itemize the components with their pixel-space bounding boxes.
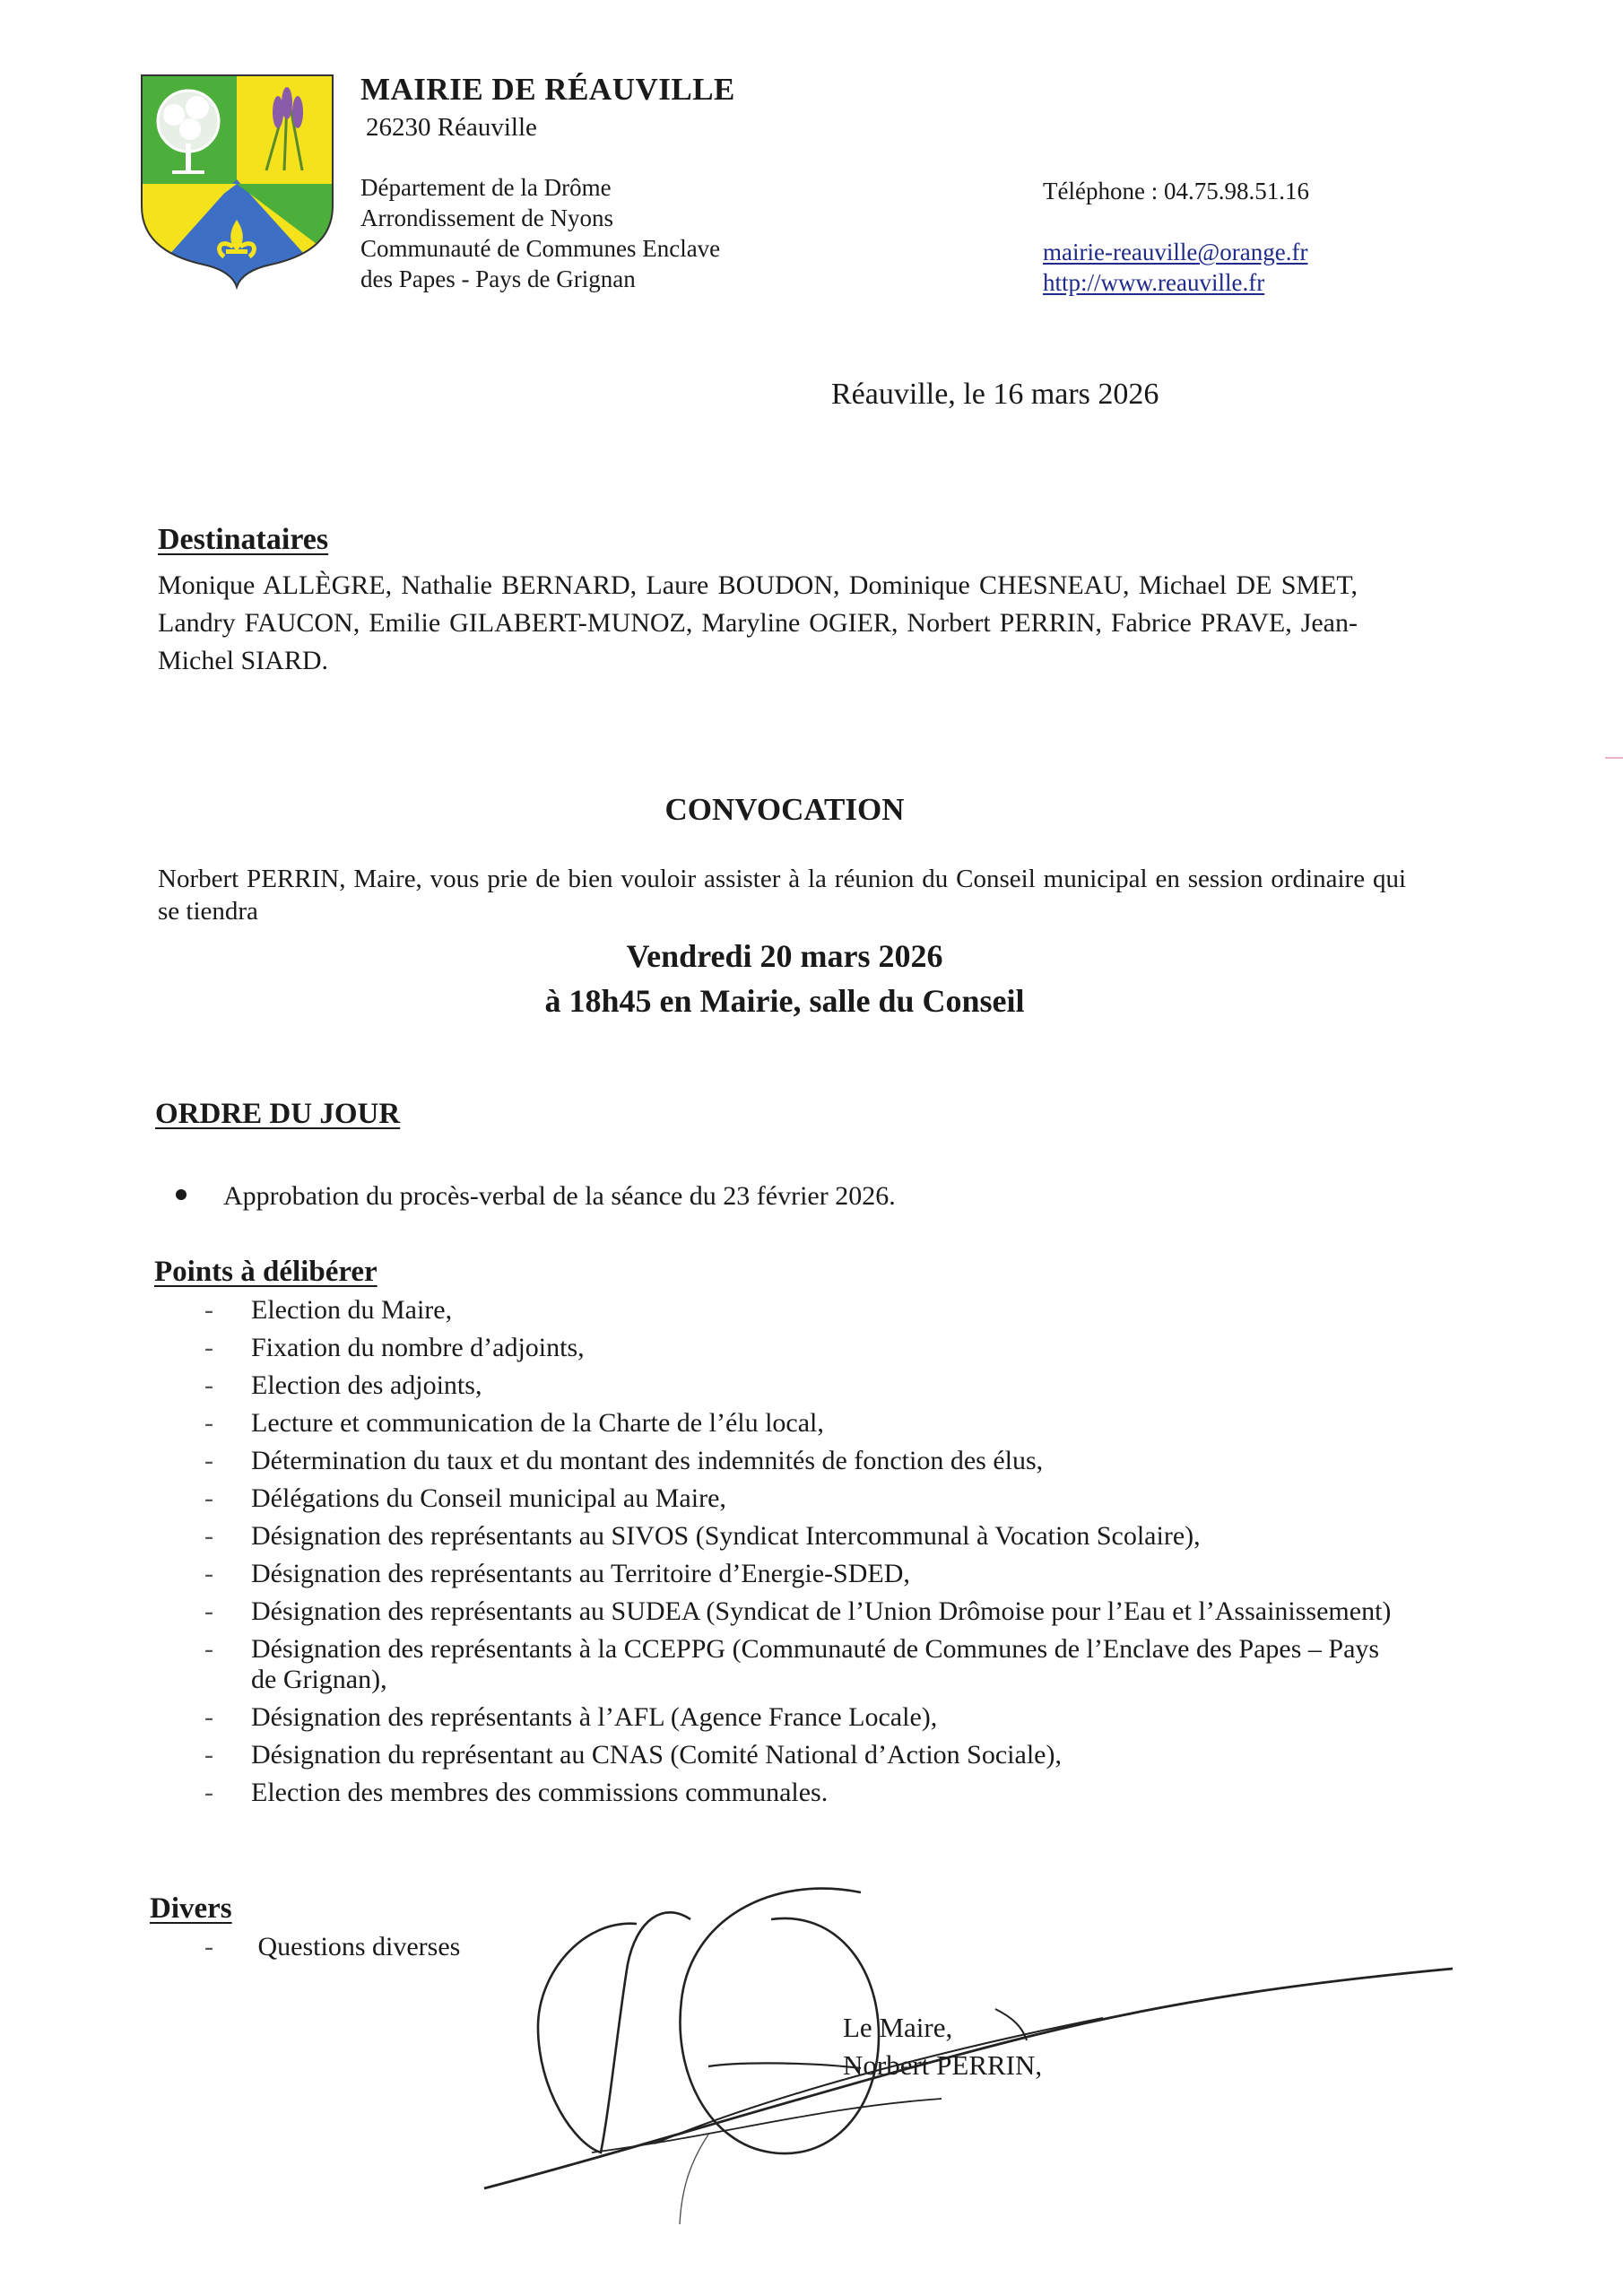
dash-icon: - <box>204 1740 213 1770</box>
list-item <box>204 1367 1408 1405</box>
dash-icon: - <box>204 1559 213 1588</box>
deliberation-list <box>204 1292 1408 1812</box>
recipients-list: Monique ALLÈGRE, Nathalie BERNARD, Laure BOUDON, Dominique CHESNEAU, Michael DE SMET, Landry FAUCON, Emilie GILABERT-MUNOZ, Maryline OGIER, Norbert PERRIN, Fabrice PRAVE, Jean-Michel SIARD. <box>158 570 1358 675</box>
list-item <box>204 1774 1408 1812</box>
list-item-text: Lecture et communication de la Charte de l’élu local, <box>251 1408 824 1438</box>
convocation-title: CONVOCATION <box>664 792 905 827</box>
list-item <box>204 1518 1408 1555</box>
dash-icon: - <box>204 1634 213 1664</box>
margin-mark <box>1605 757 1623 759</box>
recipients-heading: Destinataires <box>158 523 329 556</box>
list-item <box>204 1555 1408 1593</box>
postal-address: 26230 Réauville <box>366 113 537 142</box>
convocation-body: Norbert PERRIN, Maire, vous prie de bien vouloir assister à la réunion du Conseil municipal en session ordinaire qui se tiendra <box>158 865 1406 926</box>
list-item-text: Election du Maire, <box>251 1295 453 1325</box>
dash-icon: - <box>204 1778 213 1807</box>
list-item-text: Désignation des représentants à l’AFL (Agence France Locale), <box>251 1702 938 1732</box>
signatory-name: Norbert PERRIN, <box>843 2049 1043 2081</box>
list-item <box>204 1631 1408 1699</box>
mairie-name: MAIRIE DE RÉAUVILLE <box>360 72 735 107</box>
list-item-text: Détermination du taux et du montant des indemnités de fonction des élus, <box>251 1446 1044 1475</box>
list-item <box>204 1442 1408 1480</box>
list-item <box>204 1699 1408 1736</box>
list-item-text: Désignation du représentant au CNAS (Comité National d’Action Sociale), <box>251 1740 1062 1770</box>
meeting-date: Vendredi 20 mars 2026 <box>626 938 943 974</box>
list-item-text: Election des membres des commissions communales. <box>251 1778 829 1807</box>
coat-of-arms-icon <box>136 72 338 291</box>
list-item <box>204 1329 1408 1367</box>
handwritten-signature <box>475 1883 1462 2260</box>
admin-line: Communauté de Communes Enclave <box>360 235 721 262</box>
agenda-item: Approbation du procès-verbal de la séance du 23 février 2026. <box>223 1181 896 1211</box>
admin-line: Département de la Drôme <box>360 174 612 201</box>
list-item <box>204 1405 1408 1442</box>
admin-line: des Papes - Pays de Grignan <box>360 265 636 292</box>
administrative-info <box>360 172 720 294</box>
divers-item-text: Questions diverses <box>257 1932 461 1961</box>
bullet-icon <box>176 1189 187 1200</box>
date-line: Réauville, le 16 mars 2026 <box>831 378 1159 411</box>
signatory-title: Le Maire, <box>843 2012 953 2043</box>
list-item-text: Désignation des représentants au SUDEA (Syndicat de l’Union Drômoise pour l’Eau et l’Assainissement) <box>251 1596 1392 1626</box>
list-item-text: Délégations du Conseil municipal au Maire, <box>251 1483 726 1513</box>
dash-icon: - <box>204 1333 213 1362</box>
phone-number: Téléphone : 04.75.98.51.16 <box>1043 178 1309 204</box>
email-link[interactable]: mairie-reauville@orange.fr <box>1043 239 1308 265</box>
website-link[interactable]: http://www.reauville.fr <box>1043 269 1265 296</box>
list-item-text: Désignation des représentants au SIVOS (Syndicat Intercommunal à Vocation Scolaire), <box>251 1521 1201 1551</box>
dash-icon: - <box>204 1295 213 1325</box>
agenda-heading: ORDRE DU JOUR <box>155 1098 401 1130</box>
divers-heading: Divers <box>150 1892 232 1925</box>
list-item-text: Désignation des représentants au Territoire d’Energie-SDED, <box>251 1559 910 1588</box>
dash-icon: - <box>204 1408 213 1438</box>
list-item-text: Désignation des représentants à la CCEPPG (Communauté de Communes de l’Enclave des Papes – Pays de Grignan), <box>251 1634 1380 1694</box>
list-item <box>204 1736 1408 1774</box>
dash-icon: - <box>204 1702 213 1732</box>
admin-line: Arrondissement de Nyons <box>360 204 613 231</box>
list-item <box>204 1593 1408 1631</box>
divers-item <box>204 1928 460 1966</box>
dash-icon: - <box>204 1932 213 1961</box>
deliberation-heading: Points à délibérer <box>154 1256 378 1288</box>
list-item <box>204 1292 1408 1329</box>
meeting-place: à 18h45 en Mairie, salle du Conseil <box>544 983 1025 1019</box>
list-item-text: Election des adjoints, <box>251 1370 482 1400</box>
list-item <box>204 1480 1408 1518</box>
dash-icon: - <box>204 1483 213 1513</box>
dash-icon: - <box>204 1521 213 1551</box>
dash-icon: - <box>204 1596 213 1626</box>
dash-icon: - <box>204 1446 213 1475</box>
dash-icon: - <box>204 1370 213 1400</box>
list-item-text: Fixation du nombre d’adjoints, <box>251 1333 585 1362</box>
